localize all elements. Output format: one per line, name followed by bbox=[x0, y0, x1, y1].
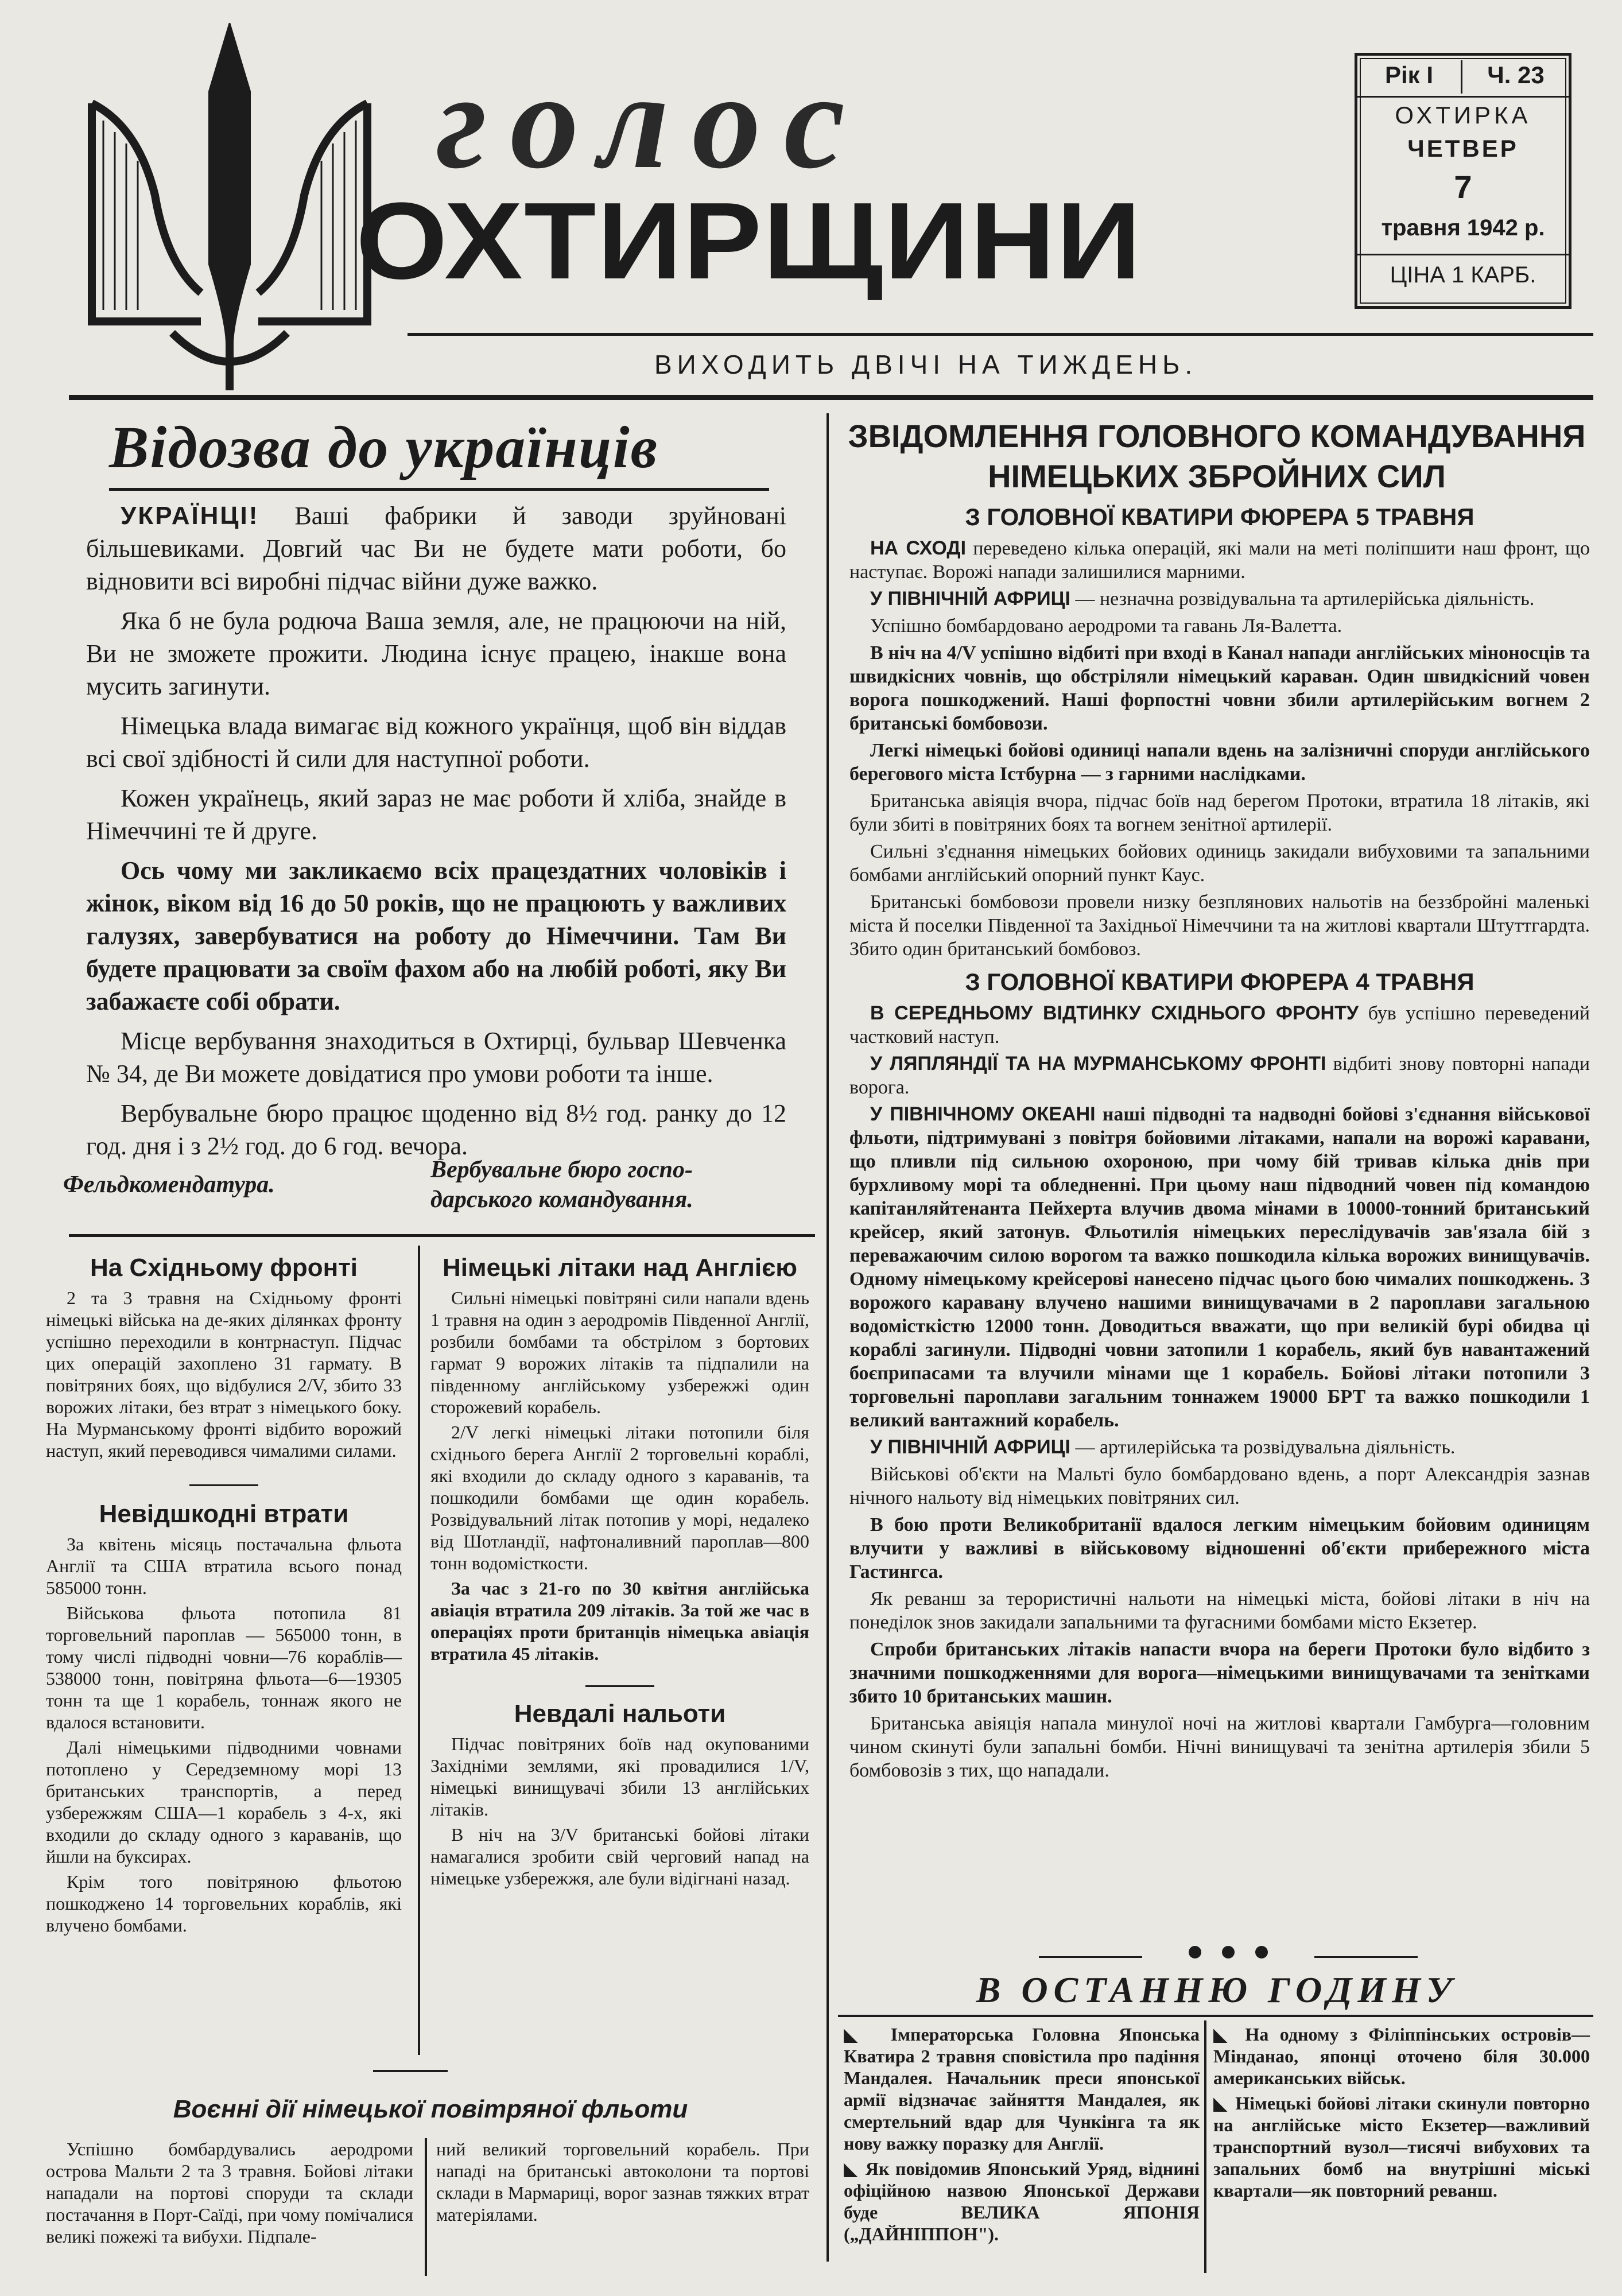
appeal-sign-left: Фельдкомендатура. bbox=[63, 1172, 275, 1198]
failed-raids-p2: В ніч на 3/V британські бойові літаки намагалися зробити свій черговий напад на німецьке узбережжя, але були відігнані назад. bbox=[430, 1824, 809, 1888]
communique-b8: Спроби британських літаків напасти вчора на береги Протоки було відбито з значними пошкодженнями для ворога—німецькими винищувачами та зенітками збито 10 британських машин. bbox=[849, 1639, 1590, 1707]
issue-city: ОХТИРКА bbox=[1395, 102, 1531, 129]
col-a bbox=[46, 1254, 402, 1940]
issue-weekday: ЧЕТВЕР bbox=[1407, 135, 1519, 162]
last-hour-left bbox=[844, 2023, 1200, 2248]
communique-a2: У ПІВНІЧНІЙ АФРИЦІ — незначна розвідувальна та артилерійська діяльність. bbox=[870, 588, 1535, 610]
dots-divider bbox=[1142, 1946, 1314, 1969]
issue-day: 7 bbox=[1454, 169, 1472, 205]
appeal-paragraph-3: Німецька влада вимагає від кожного українця, щоб він віддав всі свої здібності й сили для наступної роботи. bbox=[86, 712, 786, 773]
appeal-paragraph-4: Кожен українець, який зараз не має роботи й хліба, знайде в Німеччині те й друге. bbox=[86, 784, 786, 845]
appeal-paragraph-5: Ось чому ми закликаємо всіх працездатних чоловіків і жінок, віком від 16 до 50 років, що не працюють у важливих галузях, завербуватися на роботу до Німеччини. Там Ви будете працювати за своїм фахом або на любій роботі, яку Ви забажаєте собі обрати. bbox=[86, 856, 786, 1015]
last-hour-r1: ◣ На одному з Філіппінських островів—Мінданао, японці оточено біля 30.000 американських військ. bbox=[1213, 2024, 1590, 2088]
communique-b6: В бою проти Великобританії вдалося легким німецьким бойовим одиницям влучити у важливі в військовому відношенні об'єкти прибережного міста Гастингса. bbox=[849, 1514, 1590, 1583]
appeal-paragraph-7: Вербувальне бюро працює щоденно від 8½ год. ранку до 12 год. дня і з 2½ год. до 6 год. вечора. bbox=[86, 1099, 786, 1160]
last-hour-l1: ◣ Імператорська Головна Японська Кватира 2 травня сповістила про падіння Мандалея. Начальник преси японської армії відзначає зайняття Мандалея, як смертельний вдар для Чункінга та як нову важку поразку для Англії. bbox=[844, 2024, 1200, 2154]
communique-a1: НА СХОДІ переведено кілька операцій, які мали на меті поліпшити наш фронт, що наступає. Ворожі напади залишилися марними. bbox=[849, 537, 1590, 583]
communique-a7: Сильні з'єднання німецьких бойових одиниць закидали вибуховими та запальними бомбами англійський опорний пункт Каус. bbox=[849, 841, 1590, 886]
communique-a3: Успішно бомбардовано аеродроми та гавань Ля-Валетта. bbox=[870, 615, 1342, 637]
communique-body bbox=[849, 505, 1590, 1786]
appeal-title: Відозва до українців bbox=[109, 414, 659, 480]
air-ops-left: Успішно бомбардувались аеродроми острова Мальти 2 та 3 травня. Бойові літаки нападали на портові споруди та склади постачання в Порт-Саїді, при чому помічалися великі пожежі та вибухи. Підпале- bbox=[46, 2139, 413, 2247]
losses-p4: Крім того повітряною фльотою пошкоджено 14 торговельних кораблів, які влучено бомбами. bbox=[46, 1871, 402, 1936]
losses-title: Невідшкодні втрати bbox=[99, 1500, 349, 1528]
planes-england-p2: 2/V легкі німецькі літаки потопили біля східнього берега Англії 2 торговельні кораблі, які входили до складу одного з караванів, та пошкодили бомбами ще один корабель. Розвідувальний літак потопив у морі, недалеко від Шотландії, нафтоналивний пароплав—800 тонн водомісткости. bbox=[430, 1422, 809, 1573]
masthead-title-top: голос bbox=[436, 44, 868, 197]
communique-a4: В ніч на 4/V успішно відбиті при вході в Канал напади англійських міноносців та швидкісних човнів, що обстріляли німецький караван. Один швидкісний човен ворога пошкоджений. Наші форпостні човни збили артилерійським вогнем 2 британські бомбовози. bbox=[849, 642, 1590, 734]
tagline: ВИХОДИТЬ ДВІЧІ НА ТИЖДЕНЬ. bbox=[654, 350, 1198, 379]
planes-england-title: Німецькі літаки над Англією bbox=[443, 1254, 797, 1282]
eastern-front-text: 2 та 3 травня на Східньому фронті німецькі війська на де-яких ділянках фронту успішно переходили в контрнаступ. Підчас цих операцій захоплено 31 гармату. В повітряних боях, що відбулися 2/V, збито 33 ворожих літаки, без втрат з німецького боку. На Мурманському фронті відбито ворожий наступ, який переводився чималими силами. bbox=[46, 1287, 402, 1461]
failed-raids-p1: Підчас повітряних боїв над окупованими Західніми землями, які провадилися 1/V, німецькі винищувачі збили 13 англійських літаків. bbox=[430, 1733, 809, 1820]
masthead-title-main: ОХТИРЩИНИ bbox=[356, 180, 1143, 302]
losses-p3: Далі німецькими підводними човнами потоплено у Середземному морі 13 британських транспортів, а перед узбережжям США—1 корабель з 4-х, які входили до складу одного з караванів, що йшли на буксирах. bbox=[46, 1737, 402, 1867]
appeal-section bbox=[63, 413, 804, 1234]
appeal-paragraph-6: Місце вербування знаходиться в Охтирці, бульвар Шевченка № 34, де Ви можете довідатися про умови роботи та інше. bbox=[86, 1027, 786, 1088]
air-ops-title: Воєнні дії німецької повітряної фльоти bbox=[173, 2095, 688, 2123]
communique-title: ЗВІДОМЛЕННЯ ГОЛОВНОГО КОМАНДУВАННЯ НІМЕЦЬКИХ ЗБРОЙНИХ СИЛ bbox=[848, 418, 1586, 494]
communique-b3: У ПІВНІЧНОМУ ОКЕАНІ наші підводні та надводні бойові з'єднання військової фльоти, підтримувані з повітря бойовими літаками, напали на ворожі каравани, що пливли під сильною охороною, при чому бій тривав кілька днів при бурхливому морі та обледненні. При цьому наш підводний човен під командою капітанляйтенанта Пейхерта влучив двома мінами в 10000-тонний британський крейсер, який затонув. Фльотилія німецьких переслідувачів зав'язала бій з переважаючим силою ворогом та важко пошкодила кілька ворожих винищувачів. Одному німецькому крейсерові нанесено підчас цього бою чималих пошкоджень. З ворожого каравану влучено нашими винищувачами в 2 пароплави загальною водомісткістю 12000 тонн. Доводиться вважати, що при великій бурі обидва ці кораблі загинули. Підводні човни затопили 1 корабель, який був навантажений боєприпасами та влучили мінами ще 1 корабель. Бойові літаки потопили 3 торговельні пароплави загальним тоннажем 19000 БРТ та важко пошкодили 1 великий вантажний корабель. bbox=[849, 1103, 1590, 1431]
communique-b2: У ЛЯПЛЯНДІЇ ТА НА МУРМАНСЬКОМУ ФРОНТІ відбиті знову повторні напади ворога. bbox=[849, 1053, 1590, 1098]
appeal-paragraph-1: УКРАЇНЦІ! Ваші фабрики й заводи зруйновані більшевиками. Довгий час Ви не будете мати роботи, бо відновити всі виробні підчас війни дуже важко. bbox=[86, 502, 787, 595]
appeal-sign-right: Вербувальне бюро госпо- дарського командування. bbox=[430, 1157, 693, 1213]
issue-year: Рік І bbox=[1384, 61, 1434, 88]
masthead bbox=[0, 0, 1622, 402]
issue-date: травня 1942 р. bbox=[1381, 215, 1545, 241]
communique-b9: Британська авіяція напала минулої ночі на житлові квартали Гамбурга—головним чином скинуті були запальні бомби. Нічні винищувачі та зенітна артилерія збили 5 бомбовозів з тих, що нападали. bbox=[849, 1713, 1590, 1781]
issue-price: ЦІНА 1 КАРБ. bbox=[1390, 262, 1536, 288]
last-hour-r2: ◣ Німецькі бойові літаки скинули повторно на англійське місто Екзетер—важливий транспортний вузол—тисячі вибухових та запальних бомб на внутрішні міські квартали—як повторний реванш. bbox=[1213, 2093, 1590, 2201]
failed-raids-title: Невдалі нальоти bbox=[514, 1700, 726, 1728]
losses-p1: За квітень місяць постачальна фльота Англії та США втратила всього понад 585000 тонн. bbox=[46, 1534, 402, 1598]
last-hour-title: В ОСТАННЮ ГОДИНУ bbox=[976, 1969, 1458, 2010]
losses-p2: Військова фльота потопила 81 торговельний пароплав — 565000 тонн, в тому числі підводні човни—76 кораблів—538000 тонн, повітряна фльота—6—19305 тонн та ще 1 корабель, тоннаж якого не вдалося встановити. bbox=[46, 1603, 402, 1732]
communique-b7: Як реванш за терористичні нальоти на німецькі міста, бойові літаки в ніч на понеділок знов закидали запальними та фугасними бомбами місто Екзетер. bbox=[849, 1588, 1590, 1633]
communique-b1: В СЕРЕДНЬОМУ ВІДТИНКУ СХІДНЬОГО ФРОНТУ був успішно переведений частковий наступ. bbox=[849, 1002, 1590, 1048]
eastern-front-title: На Східньому фронті bbox=[90, 1254, 358, 1282]
issue-number: Ч. 23 bbox=[1487, 61, 1545, 88]
last-hour-l2: ◣ Як повідомив Японський Уряд, віднині офіційною назвою Японської Держави буде ВЕЛИКА ЯПОНІЯ („ДАЙНІППОН"). bbox=[844, 2158, 1200, 2244]
appeal-paragraph-2: Яка б не була родюча Ваша земля, але, не працюючи на ній, Ви не зможете прожити. Людина існує працею, інакше вона мусить загинути. bbox=[86, 607, 786, 700]
air-ops-right: ний великий торговельний корабель. При нападі на британські автоколони та портові склади в Мармариці, ворог зазнав тяжких втрат матеріялами. bbox=[436, 2139, 809, 2225]
communique-sub-1: З ГОЛОВНОЇ КВАТИРИ ФЮРЕРА 5 ТРАВНЯ bbox=[965, 503, 1474, 530]
communique-b5: Військові об'єкти на Мальті було бомбардовано вдень, а порт Александрія зазнав нічного нальоту від німецьких повітряних сил. bbox=[849, 1464, 1590, 1508]
col-b bbox=[430, 1254, 809, 1892]
last-hour-right bbox=[1213, 2023, 1590, 2205]
issue-box bbox=[1355, 53, 1571, 309]
planes-england-p1: Сильні німецькі повітряні сили напали вдень 1 травня на один з аеродромів Південної Англії, розбили бомбами та обстрілом з бортових гармат 9 ворожих літаків та підпалили на південному англійському узбережжі один сторожевий корабель. bbox=[430, 1287, 809, 1417]
communique-sub-2: З ГОЛОВНОЇ КВАТИРИ ФЮРЕРА 4 ТРАВНЯ bbox=[965, 968, 1474, 995]
communique-b4: У ПІВНІЧНІЙ АФРИЦІ — артилерійська та розвідувальна діяльність. bbox=[870, 1436, 1456, 1458]
communique-a8: Британські бомбовози провели низку безплянових нальотів на беззбройні маленькі міста й поселки Південної та Західньої Німеччини та на житлові квартали Штуттгардта. Збито один британський бомбовоз. bbox=[849, 891, 1590, 960]
planes-england-p3: За час з 21-го по 30 квітня англійська авіація втратила 209 літаків. За той же час в операціях проти британців німецька авіація втратила 45 літаків. bbox=[430, 1578, 809, 1664]
communique-a5: Легкі німецькі бойові одиниці напали вдень на залізничні споруди англійського берегового міста Істбурна — з гарними наслідками. bbox=[849, 740, 1590, 785]
trident-emblem bbox=[69, 23, 390, 402]
communique-a6: Британська авіяція вчора, підчас боїв над берегом Протоки, втратила 18 літаків, які були збиті в повітряних боях та вогнем зенітної артилерії. bbox=[849, 790, 1590, 835]
